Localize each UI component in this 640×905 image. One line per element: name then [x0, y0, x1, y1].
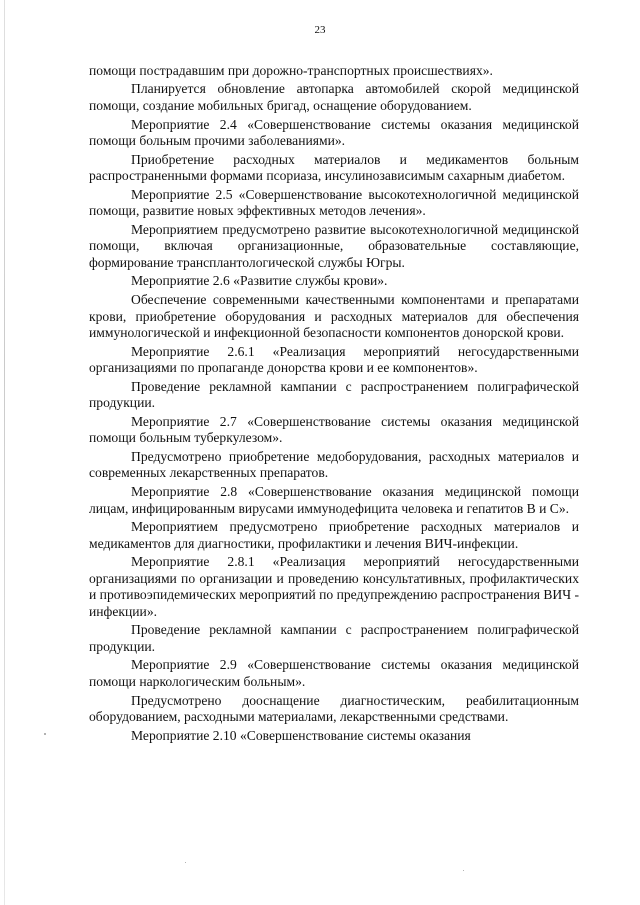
paragraph: Мероприятие 2.5 «Совершенствование высокотехнологичной медицинской помощи, развитие новых эффективных методов лечения». [89, 186, 579, 219]
scan-speck [463, 870, 464, 871]
paragraph: помощи пострадавшим при дорожно-транспортных происшествиях». [89, 63, 493, 78]
paragraph: Мероприятием предусмотрено приобретение расходных материалов и медикаментов для диагностики, профилактики и лечения ВИЧ-инфекции. [89, 519, 579, 551]
paragraph: Обеспечение современными качественными компонентами и препаратами крови, приобретение оборудования и расходных материалов для обеспечения иммунологической и инфекционной безопасности компонентов донорской крови. [89, 291, 579, 341]
paragraph: Мероприятие 2.4 «Совершенствование системы оказания медицинской помощи больным прочими заболеваниями». [89, 116, 579, 149]
page-number: 23 [314, 24, 326, 36]
paragraph: Мероприятие 2.8.1 «Реализация мероприятий негосударственными организациями по организации и проведению консультативных, профилактических и противоэпидемических мероприятий по предупреждению распространения ВИЧ - инфекции». [89, 554, 579, 619]
paragraph: Проведение рекламной кампании с распространением полиграфической продукции. [89, 622, 579, 654]
paragraph: Мероприятие 2.6 «Развитие службы крови». [131, 273, 388, 289]
paragraph: Проведение рекламной кампании с распространением полиграфической продукции. [89, 378, 579, 411]
scan-speck [44, 733, 46, 735]
paragraph: Мероприятие 2.7 «Совершенствование системы оказания медицинской помощи больным туберкулезом». [89, 413, 579, 446]
paragraph: Предусмотрено дооснащение диагностическим, реабилитационным оборудованием, расходными материалами, лекарственными средствами. [89, 692, 579, 725]
paragraph: Приобретение расходных материалов и медикаментов больным распространенными формами псориаза, инсулинозависимым сахарным диабетом. [89, 151, 579, 184]
paragraph: Мероприятие 2.6.1 «Реализация мероприятий негосударственными организациями по пропаганде донорства крови и ее компонентов». [89, 343, 579, 376]
paragraph: Планируется обновление автопарка автомобилей скорой медицинской помощи, создание мобильных бригад, оснащение оборудованием. [89, 81, 579, 114]
body-text [89, 63, 579, 746]
paragraph: Мероприятием предусмотрено развитие высокотехнологичной медицинской помощи, включая организационные, образовательные составляющие, формирование трансплантологической службы Югры. [89, 221, 579, 270]
paragraph: Предусмотрено приобретение медоборудования, расходных материалов и современных лекарственных препаратов. [89, 448, 579, 481]
paragraph: Мероприятие 2.9 «Совершенствование системы оказания медицинской помощи наркологическим больным». [89, 657, 579, 690]
scan-speck [185, 862, 186, 863]
paragraph: Мероприятие 2.10 «Совершенствование системы оказания [131, 727, 471, 743]
paragraph: Мероприятие 2.8 «Совершенствование оказания медицинской помощи лицам, инфицированным вирусами иммунодефицита человека и гепатитов В и С». [89, 483, 579, 516]
scan-edge-line [4, 0, 5, 905]
